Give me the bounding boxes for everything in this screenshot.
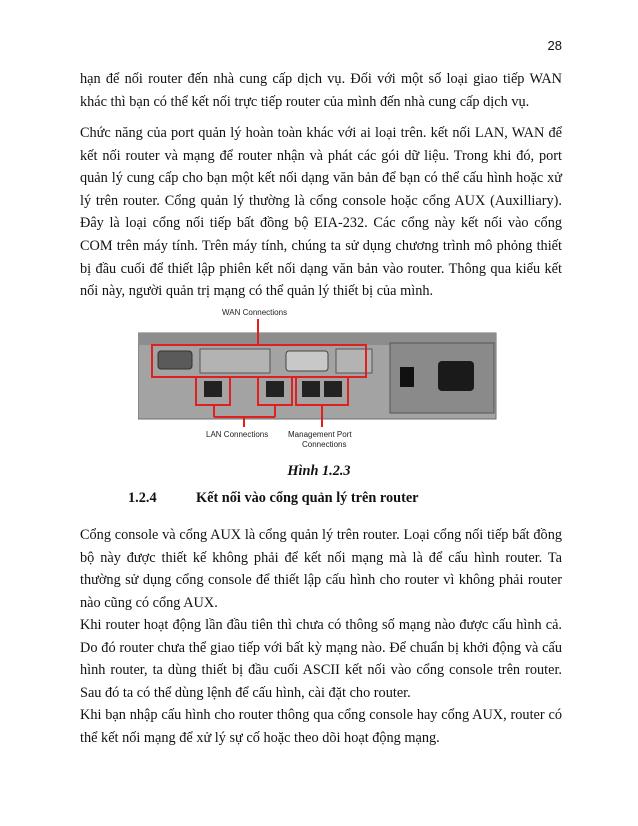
mgmt-label-line1: Management Port xyxy=(288,430,352,439)
lan-port-0 xyxy=(204,381,222,397)
paragraph-config-network: Khi bạn nhập cấu hình cho router thông qua cổng console hay cổng AUX, router có thể kết nối mạng để xử lý sự cố hoặc theo dõi hoạt động mạng. xyxy=(80,707,562,746)
wan-label: WAN Connections xyxy=(222,308,288,317)
serial-port-left xyxy=(158,351,192,369)
router-figure xyxy=(138,285,498,455)
section-heading xyxy=(128,490,419,507)
page-number: 28 xyxy=(547,38,562,53)
paragraph-wan-providers: hạn để nối router đến nhà cung cấp dịch vụ. Đối với một số loại giao tiếp WAN khác thì bạn có thể kết nối trực tiếp router của mình đến nhà cung cấp dịch vụ. xyxy=(80,71,562,110)
power-switch xyxy=(400,367,414,387)
section-title: Kết nối vào cổng quản lý trên router xyxy=(196,490,419,506)
paragraph-console-aux: Cổng console và cổng AUX là cổng quản lý trên router. Loại cổng nối tiếp bất đồng bộ này được thiết kế không phải để kết nối mạng mà là để cấu hình router. Ta thường sử dụng cổng console để thiết lập cấu hình cho router vì không phải router nào cũng có cổng AUX. xyxy=(80,527,562,611)
serial-port-mid xyxy=(286,351,328,371)
router-diagram xyxy=(138,285,498,455)
figure-caption: Hình 1.2.3 xyxy=(287,463,351,479)
power-inlet xyxy=(438,361,474,391)
paragraph-management-port: Chức năng của port quản lý hoàn toàn khác với ai loại trên. kết nối LAN, WAN để kết nối router và mạng để router nhận và phát các gói dữ liệu. Trong khi đó, port quản lý cung cấp cho bạn một kết nối dạng văn bản để bạn có thể cấu hình hoặc xử lý trên router. Cổng quản lý thường là cổng console hoặc cổng AUX (Auxilliary). Đây là loại cổng nối tiếp bất đồng bộ EIA-232. Các cổng này kết nối vào cổng COM trên máy tính. Trên máy tính, chúng ta sử dụng chương trình mô phỏng thiết bị đầu cuối để thiết lập phiên kết nối dạng văn bản vào router. Thông qua kiểu kết nối này, người quản trị mạng có thể quản lý thiết bị của mình. xyxy=(80,125,562,300)
paragraph-first-boot: Khi router hoạt động lần đầu tiên thì chưa có thông số mạng nào được cấu hình cả. Do đó router chưa thể giao tiếp với bất kỳ mạng nào. Để chuẩn bị khởi động và cấu hình router, ta dùng thiết bị đầu cuối ASCII kết nối vào cổng console trên router. Sau đó ta có thể dùng lệnh để cấu hình, cài đặt cho router. xyxy=(80,617,562,701)
console-port xyxy=(302,381,320,397)
wic-slot-1 xyxy=(200,349,270,373)
aux-port xyxy=(324,381,342,397)
lan-label: LAN Connections xyxy=(206,430,269,439)
mgmt-label-line2: Connections xyxy=(302,440,347,449)
section-number: 1.2.4 xyxy=(128,490,157,506)
lan-port-1 xyxy=(266,381,284,397)
